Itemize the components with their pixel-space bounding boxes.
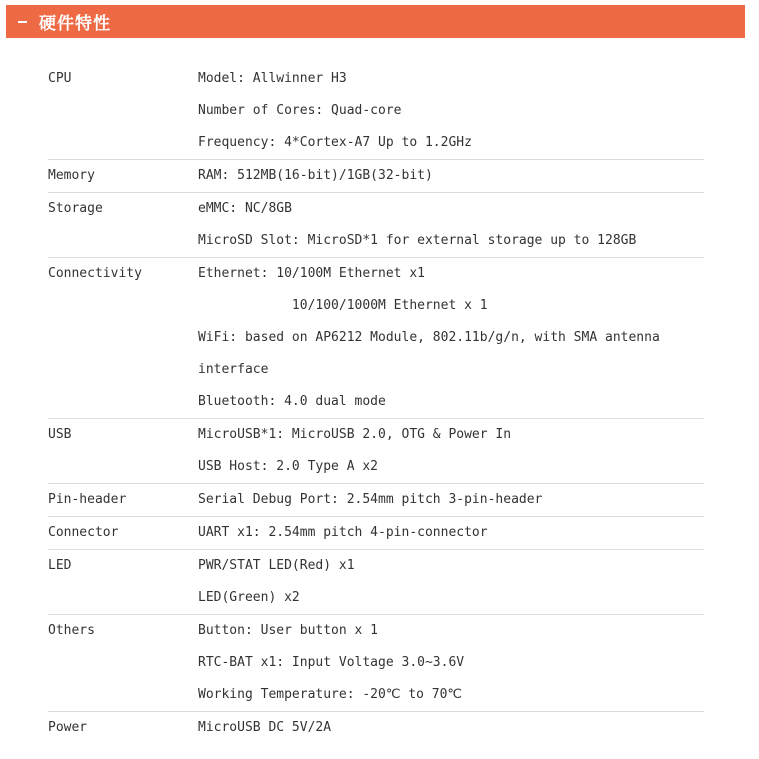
spec-value: RTC-BAT x1: Input Voltage 3.0~3.6V: [198, 655, 465, 670]
spec-value: MicroSD Slot: MicroSD*1 for external storage up to 128GB: [198, 233, 637, 248]
spec-value: LED(Green) x2: [198, 590, 300, 605]
spec-label: Others: [48, 623, 95, 638]
spec-value: WiFi: based on AP6212 Module, 802.11b/g/n, with SMA antenna: [198, 330, 660, 345]
hardware-spec-table: [48, 63, 704, 744]
spec-label: LED: [48, 558, 72, 573]
spec-value: eMMC: NC/8GB: [198, 201, 292, 216]
spec-value: Serial Debug Port: 2.54mm pitch 3-pin-header: [198, 492, 543, 507]
spec-value: Model: Allwinner H3: [198, 71, 347, 86]
spec-values: [198, 419, 704, 483]
spec-row-storage: [48, 193, 704, 258]
spec-row-cpu: [48, 63, 704, 160]
spec-value: PWR/STAT LED(Red) x1: [198, 558, 355, 573]
collapse-minus-icon[interactable]: [18, 21, 27, 23]
spec-values: [198, 484, 704, 516]
spec-values: [198, 193, 704, 257]
spec-value: 10/100/1000M Ethernet x 1: [198, 298, 488, 313]
spec-value: Bluetooth: 4.0 dual mode: [198, 394, 386, 409]
spec-row-led: [48, 550, 704, 615]
spec-label: Connector: [48, 525, 119, 540]
spec-values: [198, 517, 704, 549]
spec-row-memory: [48, 160, 704, 193]
spec-label: USB: [48, 427, 72, 442]
spec-values: [198, 160, 704, 192]
spec-value: Number of Cores: Quad-core: [198, 103, 402, 118]
spec-value: UART x1: 2.54mm pitch 4-pin-connector: [198, 525, 488, 540]
spec-values: [198, 258, 704, 418]
spec-row-connectivity: [48, 258, 704, 419]
spec-row-pin-header: [48, 484, 704, 517]
section-header[interactable]: [6, 5, 745, 38]
section-title: 硬件特性: [39, 14, 111, 34]
spec-value: RAM: 512MB(16-bit)/1GB(32-bit): [198, 168, 433, 183]
spec-label: Storage: [48, 201, 103, 216]
spec-values: [198, 63, 704, 159]
spec-values: [198, 615, 704, 711]
spec-value: Working Temperature: -20℃ to 70℃: [198, 687, 462, 702]
spec-values: [198, 550, 704, 614]
spec-label: Power: [48, 720, 88, 735]
spec-label: Connectivity: [48, 266, 142, 281]
spec-value: interface: [198, 362, 269, 377]
spec-row-usb: [48, 419, 704, 484]
spec-value: Ethernet: 10/100M Ethernet x1: [198, 266, 425, 281]
spec-value: USB Host: 2.0 Type A x2: [198, 459, 379, 474]
spec-label: CPU: [48, 71, 72, 86]
spec-value: Frequency: 4*Cortex-A7 Up to 1.2GHz: [198, 135, 472, 150]
spec-label: Memory: [48, 168, 95, 183]
spec-value: MicroUSB*1: MicroUSB 2.0, OTG & Power In: [198, 427, 512, 442]
spec-label: Pin-header: [48, 492, 127, 507]
spec-values: [198, 712, 704, 744]
spec-row-others: [48, 615, 704, 712]
spec-value: Button: User button x 1: [198, 623, 379, 638]
spec-row-connector: [48, 517, 704, 550]
spec-value: MicroUSB DC 5V/2A: [198, 720, 332, 735]
spec-row-power: [48, 712, 704, 744]
